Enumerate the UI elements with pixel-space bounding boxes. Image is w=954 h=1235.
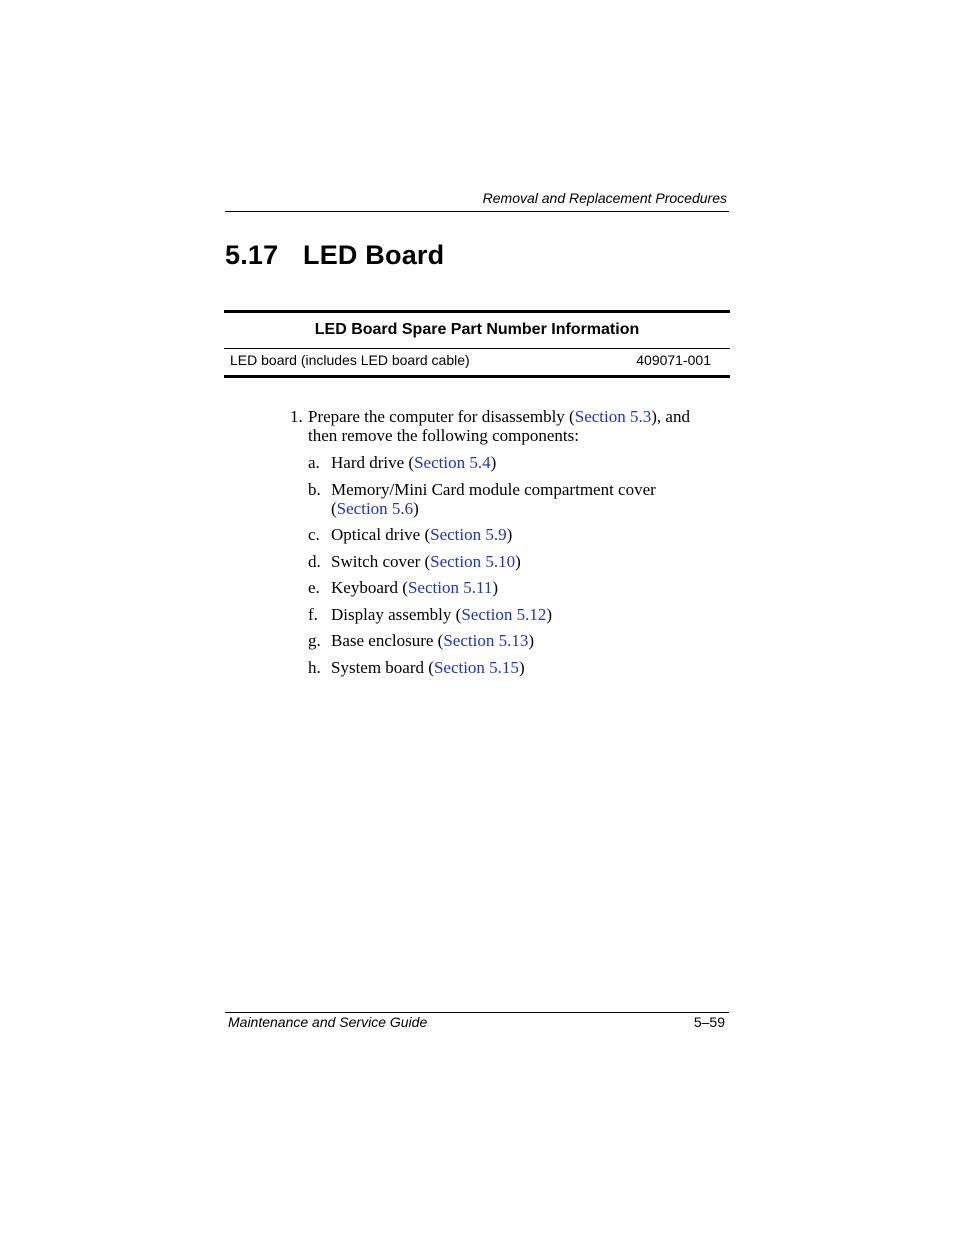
substep-text (331, 658, 525, 677)
section-5-3-link[interactable]: Section 5.3 (574, 407, 652, 426)
substep-letter: e. (308, 578, 320, 597)
substep-close: ) (528, 631, 535, 650)
header-rule (225, 211, 729, 212)
procedure-step-1 (290, 407, 690, 445)
substep-h (308, 658, 690, 677)
section-title (225, 240, 444, 271)
section-5-4-link[interactable]: Section 5.4 (414, 453, 491, 472)
substep-label: Memory/Mini Card module compartment cover ( (331, 479, 656, 518)
substep-text (331, 453, 496, 472)
section-heading: LED Board (303, 240, 445, 270)
substep-b (308, 480, 690, 518)
section-5-10-link[interactable]: Section 5.10 (430, 551, 516, 571)
procedure-list (290, 407, 690, 684)
substep-letter: f. (308, 604, 318, 624)
step-text (308, 407, 690, 445)
section-number: 5.17 (225, 240, 279, 270)
substep-label: Switch cover ( (331, 551, 431, 571)
page-footer (228, 1014, 725, 1030)
substep-letter: a. (308, 453, 320, 472)
substep-label: Optical drive ( (331, 525, 431, 544)
substep-d (308, 552, 690, 571)
substep-text (331, 480, 690, 518)
substep-label: Keyboard ( (331, 578, 408, 597)
step-number: 1. (290, 407, 303, 426)
part-number: 409071-001 (636, 352, 711, 368)
substep-letter: h. (308, 657, 321, 677)
substep-close: ) (506, 525, 513, 544)
step-text-before: Prepare the computer for disassembly ( (308, 407, 575, 426)
section-5-6-link[interactable]: Section 5.6 (336, 498, 414, 518)
spare-part-table (224, 310, 730, 378)
substep-a (308, 453, 690, 472)
substep-g (308, 631, 690, 650)
substep-list (290, 453, 690, 677)
substep-label: System board ( (331, 657, 434, 677)
part-description: LED board (includes LED board cable) (230, 352, 470, 368)
substep-text (331, 552, 521, 571)
substep-close: ) (546, 604, 552, 624)
running-header: Removal and Replacement Procedures (482, 190, 727, 206)
substep-f (308, 605, 690, 624)
substep-close: ) (492, 578, 498, 597)
substep-close: ) (413, 498, 419, 518)
substep-text (331, 605, 552, 624)
section-5-12-link[interactable]: Section 5.12 (461, 604, 547, 624)
substep-close: ) (515, 551, 521, 571)
substep-c (308, 525, 690, 544)
substep-letter: g. (308, 631, 321, 650)
substep-letter: c. (308, 525, 320, 544)
substep-letter: b. (308, 479, 321, 499)
substep-label: Display assembly ( (331, 604, 462, 624)
table-caption: LED Board Spare Part Number Information (224, 313, 730, 349)
substep-text (331, 525, 512, 544)
section-5-13-link[interactable]: Section 5.13 (443, 631, 529, 650)
substep-close: ) (490, 453, 497, 472)
table-row (224, 349, 730, 375)
footer-rule (225, 1012, 729, 1013)
section-5-11-link[interactable]: Section 5.11 (407, 578, 493, 597)
section-5-15-link[interactable]: Section 5.15 (433, 657, 519, 677)
substep-text (331, 578, 498, 597)
footer-guide-title: Maintenance and Service Guide (228, 1014, 428, 1030)
step-text-after: ), and then remove the following components: (308, 407, 690, 445)
substep-label: Base enclosure ( (331, 631, 444, 650)
substep-text (331, 631, 534, 650)
page-number: 5–59 (693, 1014, 725, 1030)
substep-e (308, 578, 690, 597)
substep-letter: d. (308, 551, 321, 571)
substep-close: ) (518, 657, 525, 677)
substep-label: Hard drive ( (331, 453, 415, 472)
section-5-9-link[interactable]: Section 5.9 (430, 525, 507, 544)
